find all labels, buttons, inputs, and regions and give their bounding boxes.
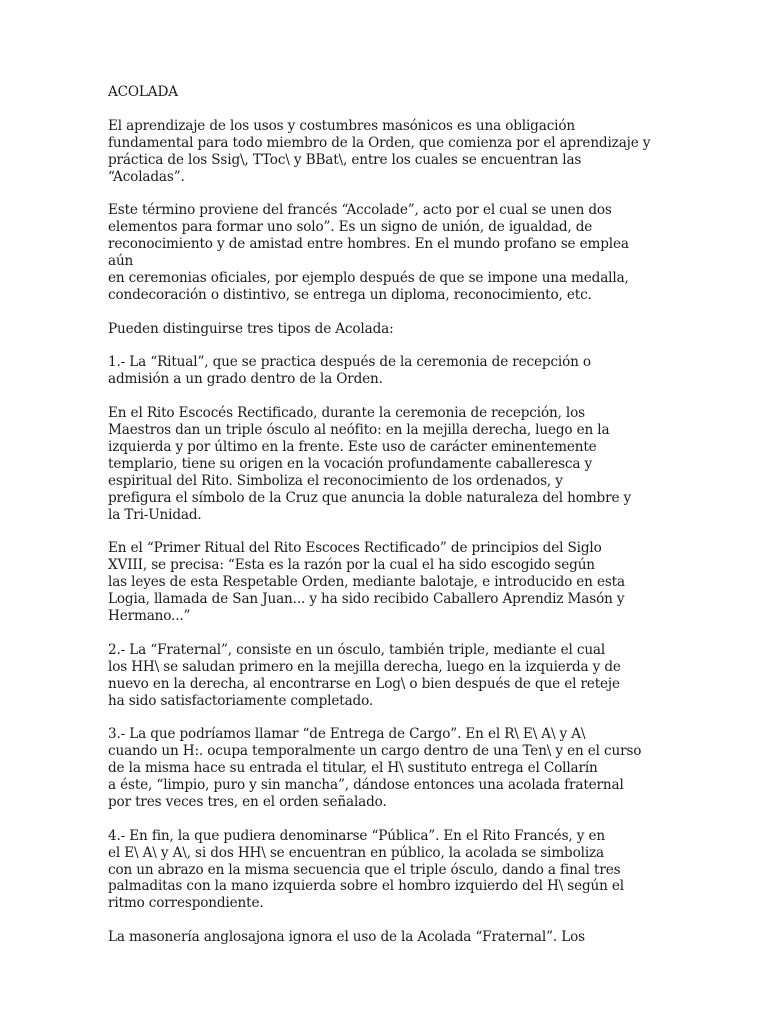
paragraph <box>108 726 668 811</box>
text-line: En el “Primer Ritual del Rito Escoces Rectificado” de principios del Siglo <box>108 540 602 557</box>
text-line: Hermano...” <box>108 608 191 624</box>
text-line: el E\ A\ y A\, si dos HH\ se encuentran en público, la acolada se simboliza <box>108 844 605 861</box>
text-line: cuando un H:. ocupa temporalmente un cargo dentro de una Ten\ y en el curso <box>108 743 642 760</box>
text-line: de la misma hace su entrada el titular, el H\ sustituto entrega el Collarín <box>108 760 598 777</box>
text-line: La masonería anglosajona ignora el uso de la Acolada “Fraternal”. Los <box>108 929 585 946</box>
text-line: condecoración o distintivo, se entrega un diploma, reconocimiento, etc. <box>108 286 592 303</box>
text-line: palmaditas con la mano izquierda sobre el hombro izquierdo del H\ según el <box>108 878 625 895</box>
text-line: espiritual del Rito. Simboliza el reconocimiento de los ordenados, y <box>108 472 563 489</box>
paragraph <box>108 118 668 186</box>
text-line: ha sido satisfactoriamente completado. <box>108 692 374 709</box>
text-line: elementos para formar uno solo”. Es un signo de unión, de igualdad, de <box>108 219 593 236</box>
document-body <box>108 118 668 946</box>
text-line: En el Rito Escocés Rectificado, durante la ceremonia de recepción, los <box>108 405 585 422</box>
text-line: Maestros dan un triple ósculo al neófito: en la mejilla derecha, luego en la <box>108 422 610 439</box>
paragraph <box>108 929 668 946</box>
paragraph <box>108 405 668 523</box>
text-line: ritmo correspondiente. <box>108 895 264 912</box>
text-line: con un abrazo en la misma secuencia que el triple ósculo, dando a final tres <box>108 861 621 878</box>
paragraph <box>108 540 668 625</box>
paragraph <box>108 321 668 338</box>
text-line: las leyes de esta Respetable Orden, mediante balotaje, e introducido en esta <box>108 574 625 591</box>
text-line: aún <box>108 253 134 270</box>
text-line: en ceremonias oficiales, por ejemplo después de que se impone una medalla, <box>108 269 629 286</box>
text-line: reconocimiento y de amistad entre hombres. En el mundo profano se emplea <box>108 236 629 253</box>
paragraph <box>108 354 668 388</box>
text-line: Pueden distinguirse tres tipos de Acolada: <box>108 320 394 337</box>
text-line: 2.- La “Fraternal”, consiste en un ósculo, también triple, mediante el cual <box>108 641 606 658</box>
text-line: prefigura el símbolo de la Cruz que anuncia la doble naturaleza del hombre y <box>108 489 632 506</box>
text-line: Este término proviene del francés “Accolade”, acto por el cual se unen dos <box>108 202 612 219</box>
text-line: XVIII, se precisa: “Esta es la razón por la cual el ha sido escogido según <box>108 557 595 574</box>
text-line: izquierda y por último en la frente. Este uso de carácter eminentemente <box>108 438 597 455</box>
text-line: práctica de los Ssig\, TToc\ y BBat\, entre los cuales se encuentran las <box>108 151 582 168</box>
text-line: los HH\ se saludan primero en la mejilla derecha, luego en la izquierda y de <box>108 658 621 675</box>
text-line: El aprendizaje de los usos y costumbres masónicos es una obligación <box>108 117 575 134</box>
text-line: 4.- En fin, la que pudiera denominarse “Pública”. En el Rito Francés, y en <box>108 827 605 844</box>
text-line: Logia, llamada de San Juan... y ha sido recibido Caballero Aprendiz Masón y <box>108 591 625 608</box>
text-line: templario, tiene su origen en la vocación profundamente caballeresca y <box>108 455 593 472</box>
text-line: nuevo en la derecha, al encontrarse en Log\ o bien después de que el reteje <box>108 675 620 692</box>
text-line: por tres veces tres, en el orden señalado. <box>108 793 387 810</box>
text-line: 1.- La “Ritual”, que se practica después de la ceremonia de recepción o <box>108 354 591 371</box>
paragraph <box>108 828 668 913</box>
text-line: “Acoladas”. <box>108 168 185 185</box>
text-line: a éste, “limpio, puro y sin mancha”, dándose entonces una acolada fraternal <box>108 777 624 794</box>
document-page <box>108 84 668 963</box>
document-title: ACOLADA <box>108 84 178 100</box>
paragraph <box>108 642 668 710</box>
text-line: 3.- La que podríamos llamar “de Entrega de Cargo”. En el R\ E\ A\ y A\ <box>108 726 586 743</box>
text-line: la Tri-Unidad. <box>108 506 202 523</box>
text-line: admisión a un grado dentro de la Orden. <box>108 371 383 388</box>
paragraph <box>108 202 668 303</box>
text-line: fundamental para todo miembro de la Orden, que comienza por el aprendizaje y <box>108 134 651 151</box>
